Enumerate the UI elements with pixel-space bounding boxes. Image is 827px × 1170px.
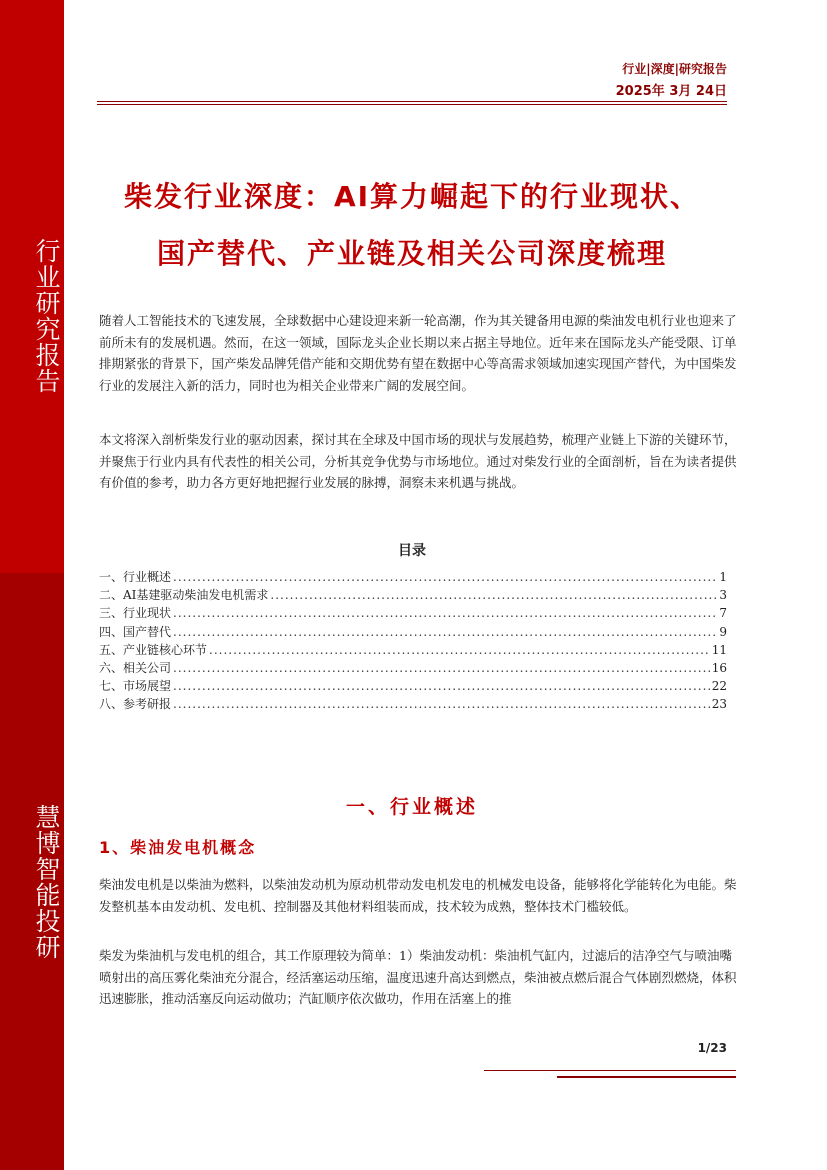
title-line-2: 国产替代、产业链及相关公司深度梳理 <box>156 237 667 270</box>
sidebar-label-brand: 慧博智能投研 <box>32 804 61 960</box>
toc-item-label: 二、AI基建驱动柴油发电机需求 <box>99 588 269 603</box>
toc-leader <box>173 659 710 677</box>
toc-leader <box>173 677 710 695</box>
toc-item-label: 四、国产替代 <box>99 624 172 639</box>
toc-leader <box>209 641 710 659</box>
intro-paragraph-1: 随着人工智能技术的飞速发展，全球数据中心建设迎来新一轮高潮，作为其关键备用电源的柴油发电机行业也迎来了前所未有的发展机遇。然而，在这一领域，国际龙头企业长期以来占据主导地位。近年来在国际龙头产能受限、订单排期紧张的背景下，国产柴发品牌凭借产能和交期优势有望在数据中心等高需求领域加速实现国产替代，为中国柴发行业的发展注入新的活力，同时也为相关企业带来广阔的发展空间。 <box>99 313 737 393</box>
footer-rule-thin <box>484 1070 736 1071</box>
table-of-contents <box>99 568 727 714</box>
report-title <box>97 168 727 282</box>
toc-leader <box>173 604 717 622</box>
report-date: 2025年 3月 24日 <box>615 84 727 99</box>
toc-item-page: 22 <box>711 679 727 694</box>
toc-title: 目录 <box>398 543 426 559</box>
sidebar-bottom-band <box>0 573 64 1170</box>
report-category: 行业|深度|研究报告 <box>622 62 727 76</box>
toc-item-page: 11 <box>711 642 727 657</box>
body-paragraph-1: 柴油发电机是以柴油为燃料，以柴油发动机为原动机带动发电机发电的机械发电设备，能够将化学能转化为电能。柴发整机基本由发动机、发电机、控制器及其他材料组装而成，技术较为成熟，整体技术门槛较低。 <box>99 877 737 914</box>
toc-item-page: 1 <box>719 570 727 584</box>
toc-leader <box>173 695 710 713</box>
footer-rule-thick <box>557 1076 736 1078</box>
toc-leader <box>270 586 717 604</box>
toc-item-label: 三、行业现状 <box>99 606 172 621</box>
intro-paragraph-2: 本文将深入剖析柴发行业的驱动因素，探讨其在全球及中国市场的现状与发展趋势，梳理产业链上下游的关键环节，并聚焦于行业内具有代表性的相关公司，分析其竞争优势与市场地位。通过对柴发行业的全面剖析，旨在为读者提供有价值的参考，助力各方更好地把握行业发展的脉搏，洞察未来机遇与挑战。 <box>99 432 737 490</box>
toc-item-label: 一、行业概述 <box>99 570 172 584</box>
toc-item-page: 16 <box>711 661 727 676</box>
toc-item-page: 9 <box>719 624 727 639</box>
toc-item-label: 八、参考研报 <box>99 697 172 712</box>
body-paragraph-2: 柴发为柴油机与发电机的组合，其工作原理较为简单：1）柴油发动机：柴油机气缸内，过滤后的洁净空气与喷油嘴喷射出的高压雾化柴油充分混合，经活塞运动压缩，温度迅速升高达到燃点，柴油被点燃后混合气体剧烈燃烧，体积迅速膨胀，推动活塞反向运动做功；汽缸顺序依次做功，作用在活塞上的推 <box>99 948 737 1006</box>
toc-item[interactable] <box>99 695 727 713</box>
toc-item[interactable] <box>99 677 727 695</box>
report-header <box>616 60 727 99</box>
toc-item-label: 六、相关公司 <box>99 661 172 676</box>
section-heading: 一、行业概述 <box>345 796 478 818</box>
toc-leader <box>173 568 717 586</box>
toc-item-page: 23 <box>711 697 727 712</box>
toc-item-label: 五、产业链核心环节 <box>99 642 208 657</box>
title-line-1: 柴发行业深度：AI算力崛起下的行业现状、 <box>123 180 701 213</box>
subsection-heading: 1、柴油发电机概念 <box>99 838 257 857</box>
toc-item-page: 3 <box>719 588 727 603</box>
toc-item[interactable] <box>99 586 727 604</box>
toc-item[interactable] <box>99 623 727 641</box>
toc-item[interactable] <box>99 641 727 659</box>
toc-leader <box>173 623 717 641</box>
sidebar-top-band <box>0 0 64 573</box>
header-rule <box>97 101 727 105</box>
page-number: 1/23 <box>697 1041 727 1055</box>
toc-item-label: 七、市场展望 <box>99 679 172 694</box>
toc-item[interactable] <box>99 659 727 677</box>
sidebar-label-report-type: 行业研究报告 <box>32 238 61 394</box>
toc-item[interactable] <box>99 568 727 586</box>
toc-item[interactable] <box>99 604 727 622</box>
toc-item-page: 7 <box>719 606 727 621</box>
